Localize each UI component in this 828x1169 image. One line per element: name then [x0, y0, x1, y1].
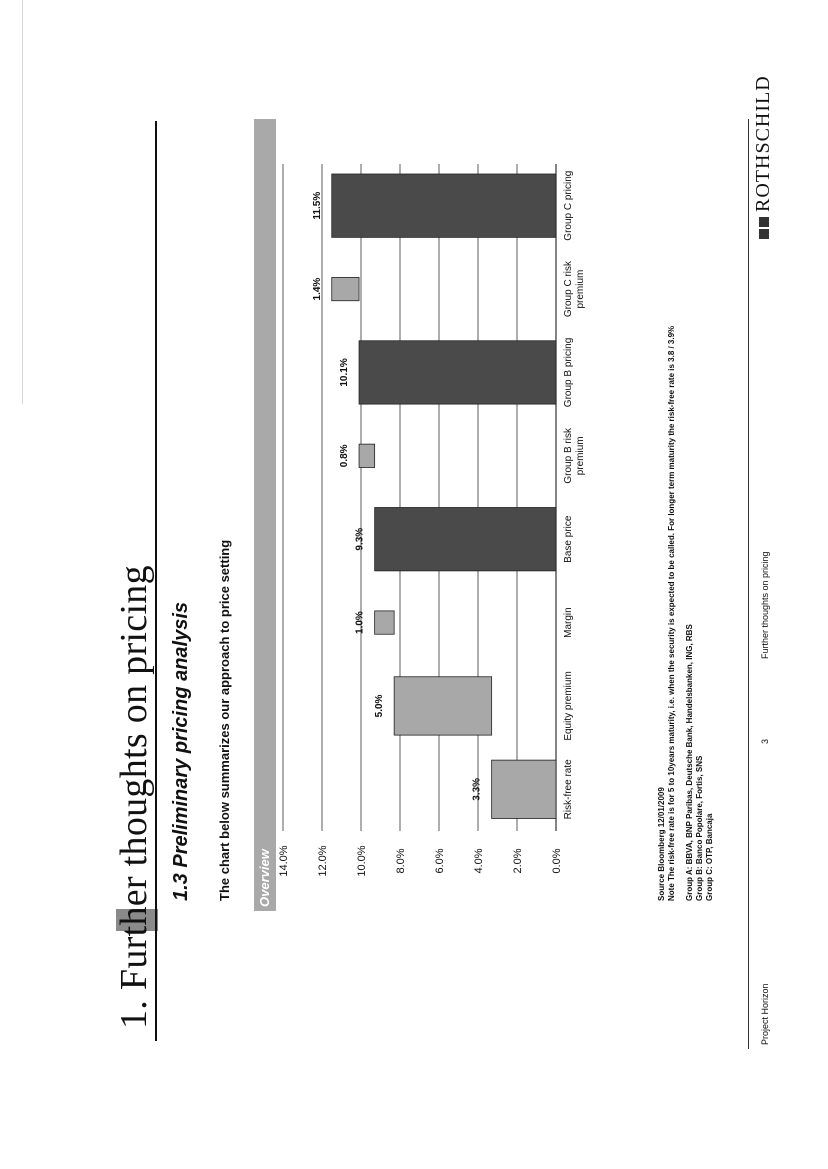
- y-tick-label: 12.0%: [317, 845, 329, 877]
- y-tick-labels: [278, 845, 563, 876]
- brand-name: ROTHSCHILD: [752, 75, 774, 212]
- data-label: 10.1%: [339, 358, 351, 387]
- page-title: 1. Further thoughts on pricing: [113, 565, 155, 1029]
- overview-label: Overview: [257, 849, 272, 907]
- group-a-note: Group A: BBVA, BNP Paribas, Deutsche Bank, Handelsbanken, ING, RBS: [685, 624, 694, 901]
- group-b-note: Group B: Banco Popolare, Fortis, SNS: [695, 755, 704, 901]
- chart-notes: [657, 326, 715, 901]
- data-label: 1.0%: [354, 611, 366, 634]
- category-label: Group B pricing: [563, 337, 574, 408]
- category-labels: [563, 171, 586, 820]
- y-tick-label: 2.0%: [512, 848, 524, 874]
- bars: [332, 174, 556, 818]
- bar: [394, 677, 492, 735]
- bar: [375, 611, 395, 634]
- data-label: 3.3%: [471, 777, 483, 801]
- footer-project: Project Horizon: [760, 983, 770, 1045]
- category-label: Base price: [563, 515, 574, 563]
- category-label: premium: [575, 269, 586, 309]
- bar: [332, 277, 359, 300]
- y-tick-label: 6.0%: [434, 848, 446, 874]
- data-label: 5.0%: [374, 694, 386, 718]
- bar: [332, 174, 556, 237]
- bar: [375, 508, 556, 571]
- rothschild-logo: [752, 75, 775, 239]
- category-label: Group B risk: [563, 428, 574, 484]
- logo-mark-icon: [759, 217, 769, 227]
- data-label: 11.5%: [311, 191, 323, 220]
- bar: [359, 444, 375, 467]
- intro-text: The chart below summarizes our approach to price setting: [217, 539, 232, 901]
- category-label: Margin: [563, 607, 574, 638]
- category-label: Group C pricing: [563, 170, 574, 241]
- group-c-note: Group C: OTP, Bancaja: [705, 813, 714, 901]
- section-title: 1.3 Preliminary pricing analysis: [170, 601, 192, 901]
- y-tick-label: 8.0%: [395, 848, 407, 874]
- risk-free-note: Note The risk-free rate is for 5 to 10years maturity, i.e. when the security is expected to be called. For longer term maturity the risk-free rate is 3.8 / 3.9%: [667, 325, 676, 901]
- footer-rule: [748, 119, 749, 1049]
- data-label: 0.8%: [339, 444, 351, 468]
- footer-section: Further thoughts on pricing: [760, 551, 770, 659]
- footer-page-number: 3: [760, 738, 770, 744]
- y-tick-label: 4.0%: [473, 848, 485, 874]
- source-note: Source Bloomberg 12/01/2009: [657, 787, 666, 901]
- logo-mark-icon: [759, 229, 769, 239]
- category-label: Risk-free rate: [563, 759, 574, 820]
- category-label: Group C risk: [563, 261, 574, 318]
- bar: [492, 760, 556, 818]
- category-label: premium: [575, 436, 586, 476]
- data-label: 1.4%: [311, 277, 323, 301]
- y-tick-label: 10.0%: [356, 845, 368, 877]
- y-tick-label: 0.0%: [551, 848, 563, 874]
- bar: [359, 341, 556, 404]
- category-label: Equity premium: [563, 671, 574, 741]
- y-tick-label: 14.0%: [278, 845, 290, 877]
- data-label: 9.3%: [354, 527, 366, 551]
